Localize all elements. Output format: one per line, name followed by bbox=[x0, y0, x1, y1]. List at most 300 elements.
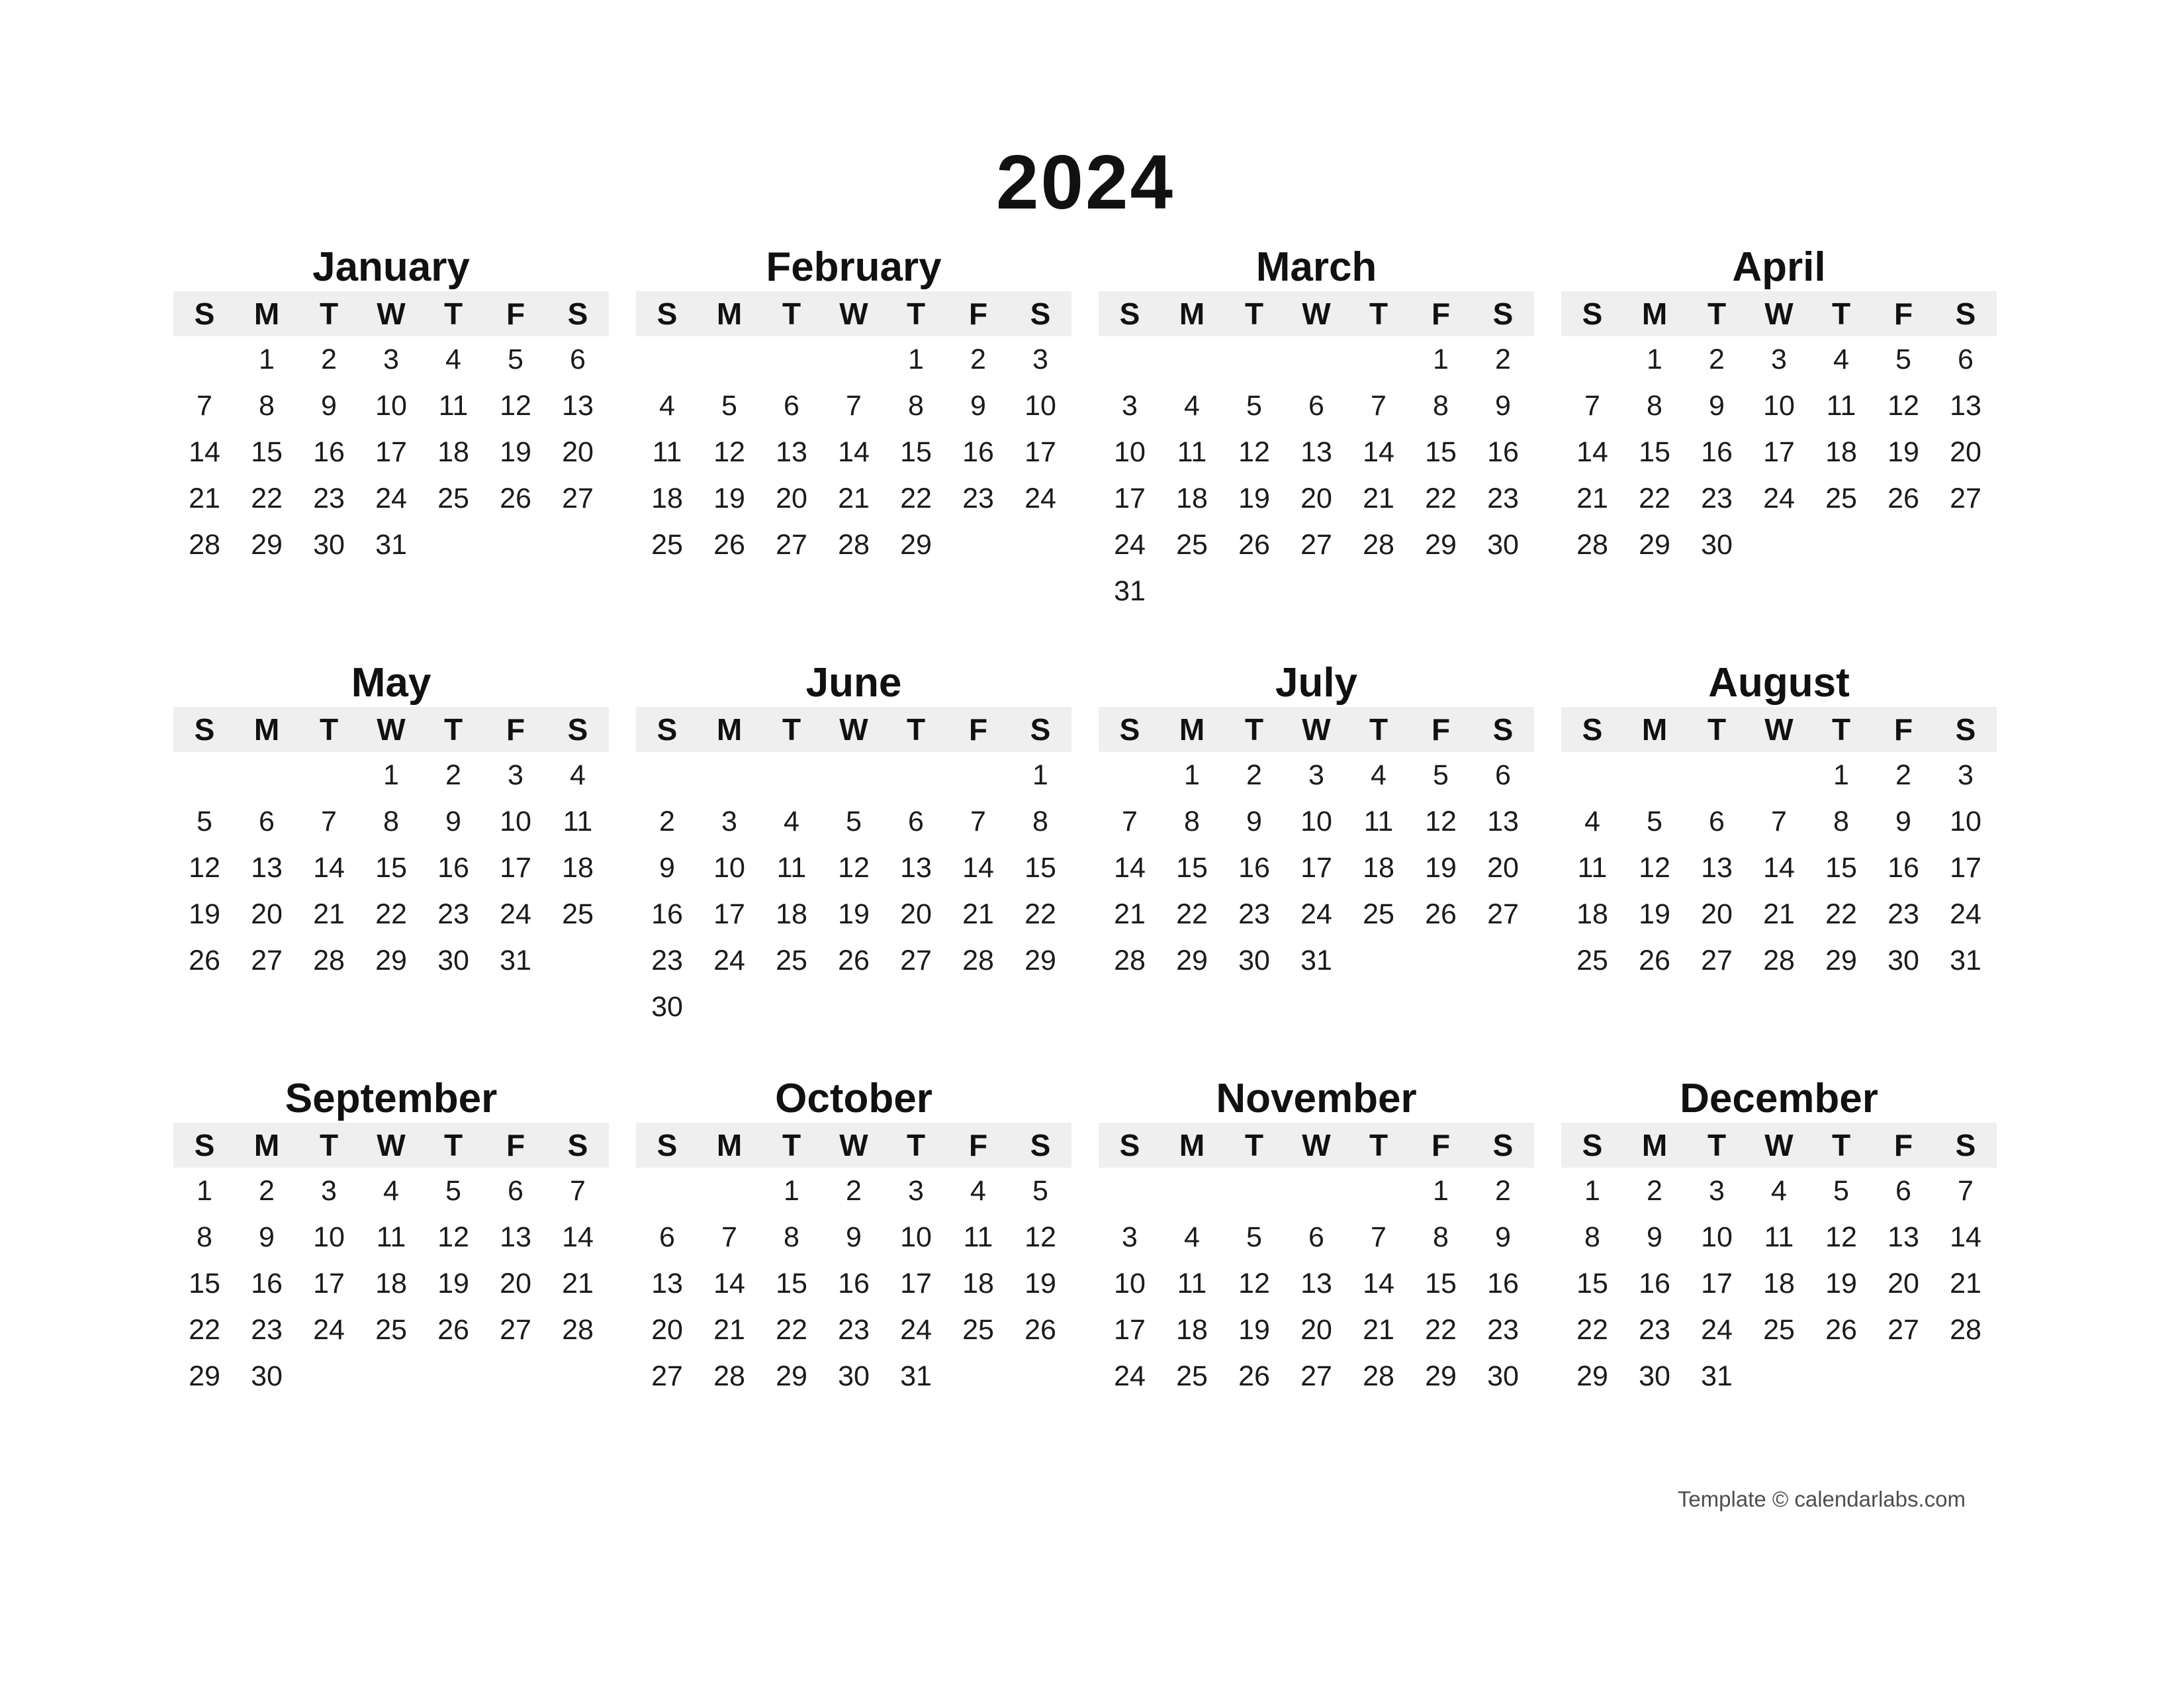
weekday-header: T bbox=[782, 712, 801, 747]
empty-day-cell bbox=[1223, 1168, 1285, 1214]
day-cell: 23 bbox=[651, 944, 683, 976]
day-cell: 6 bbox=[908, 805, 924, 837]
day-cell: 17 bbox=[1114, 482, 1146, 514]
weekday-header: W bbox=[839, 712, 868, 747]
day-cell: 4 bbox=[784, 805, 799, 837]
empty-day-cell bbox=[823, 984, 885, 1030]
weekday-header: M bbox=[1179, 1128, 1205, 1162]
day-cell: 30 bbox=[1639, 1360, 1670, 1392]
day-cell: 12 bbox=[500, 389, 531, 422]
weekday-header: S bbox=[1955, 297, 1976, 331]
month-table bbox=[1561, 1123, 1997, 1399]
day-cell: 22 bbox=[900, 482, 932, 514]
day-cell: 2 bbox=[1246, 759, 1262, 791]
day-cell: 1 bbox=[784, 1174, 799, 1207]
day-cell: 22 bbox=[1024, 898, 1056, 930]
day-cell: 15 bbox=[189, 1267, 220, 1299]
day-cell: 13 bbox=[251, 851, 283, 884]
day-cell: 25 bbox=[651, 528, 683, 561]
week-row bbox=[1561, 937, 1997, 984]
weekday-header-row bbox=[1561, 1123, 1997, 1168]
day-cell: 8 bbox=[1647, 389, 1662, 422]
day-cell: 11 bbox=[438, 389, 469, 422]
day-cell: 25 bbox=[1825, 482, 1857, 514]
day-cell: 8 bbox=[1833, 805, 1849, 837]
day-cell: 30 bbox=[838, 1360, 870, 1392]
day-cell: 28 bbox=[562, 1313, 594, 1346]
week-row bbox=[636, 798, 1071, 845]
day-cell: 17 bbox=[713, 898, 745, 930]
empty-day-cell bbox=[1161, 568, 1223, 614]
day-cell: 6 bbox=[1308, 1221, 1324, 1253]
day-cell: 21 bbox=[1363, 1313, 1394, 1346]
footer-credit: Template © calendarlabs.com bbox=[1677, 1487, 1966, 1511]
day-cell: 11 bbox=[652, 436, 682, 468]
day-cell: 8 bbox=[197, 1221, 212, 1253]
week-row bbox=[1561, 1260, 1997, 1307]
week-row bbox=[173, 937, 609, 984]
empty-day-cell bbox=[698, 1168, 760, 1214]
day-cell: 25 bbox=[562, 898, 594, 930]
day-cell: 29 bbox=[900, 528, 932, 561]
day-cell: 5 bbox=[1433, 759, 1449, 791]
day-cell: 1 bbox=[197, 1174, 212, 1207]
day-cell: 19 bbox=[1425, 851, 1457, 884]
empty-day-cell bbox=[422, 1353, 484, 1399]
week-row bbox=[1561, 1214, 1997, 1260]
day-cell: 27 bbox=[562, 482, 594, 514]
month-title: August bbox=[1708, 660, 1850, 706]
month-table bbox=[173, 291, 609, 568]
day-cell: 9 bbox=[1495, 1221, 1511, 1253]
day-cell: 14 bbox=[962, 851, 994, 884]
weekday-header: T bbox=[443, 297, 463, 331]
day-cell: 9 bbox=[321, 389, 337, 422]
week-row bbox=[1561, 845, 1997, 891]
day-cell: 23 bbox=[1487, 1313, 1519, 1346]
day-cell: 20 bbox=[1300, 1313, 1332, 1346]
day-cell: 23 bbox=[838, 1313, 870, 1346]
day-cell: 27 bbox=[251, 944, 283, 976]
day-cell: 2 bbox=[1895, 759, 1911, 791]
empty-day-cell bbox=[298, 1353, 360, 1399]
day-cell: 30 bbox=[1487, 1360, 1519, 1392]
weekday-header: T bbox=[1244, 1128, 1264, 1162]
day-cell: 11 bbox=[963, 1221, 993, 1253]
day-cell: 31 bbox=[900, 1360, 932, 1392]
day-cell: 27 bbox=[1300, 528, 1332, 561]
day-cell: 7 bbox=[197, 389, 212, 422]
empty-day-cell bbox=[1472, 937, 1534, 984]
week-row bbox=[636, 1168, 1071, 1214]
day-cell: 5 bbox=[846, 805, 862, 837]
day-cell: 3 bbox=[508, 759, 523, 791]
day-cell: 8 bbox=[1433, 389, 1449, 422]
day-cell: 12 bbox=[1024, 1221, 1056, 1253]
day-cell: 13 bbox=[651, 1267, 683, 1299]
day-cell: 21 bbox=[1576, 482, 1608, 514]
day-cell: 15 bbox=[1576, 1267, 1608, 1299]
weekday-header: W bbox=[839, 297, 868, 331]
day-cell: 9 bbox=[1895, 805, 1911, 837]
day-cell: 26 bbox=[1024, 1313, 1056, 1346]
week-row bbox=[1099, 1168, 1534, 1214]
day-cell: 19 bbox=[1888, 436, 1919, 468]
day-cell: 6 bbox=[1308, 389, 1324, 422]
weekday-header: S bbox=[1119, 712, 1140, 747]
month-table bbox=[1099, 291, 1534, 614]
empty-day-cell bbox=[1810, 1353, 1872, 1399]
day-cell: 11 bbox=[1764, 1221, 1794, 1253]
month-table bbox=[636, 707, 1071, 1030]
day-cell: 11 bbox=[1363, 805, 1394, 837]
day-cell: 19 bbox=[1024, 1267, 1056, 1299]
week-row bbox=[1099, 937, 1534, 984]
day-cell: 5 bbox=[1246, 1221, 1262, 1253]
day-cell: 3 bbox=[321, 1174, 337, 1207]
day-cell: 27 bbox=[1888, 1313, 1919, 1346]
day-cell: 19 bbox=[1238, 1313, 1270, 1346]
day-cell: 17 bbox=[1114, 1313, 1146, 1346]
day-cell: 6 bbox=[259, 805, 275, 837]
day-cell: 13 bbox=[1300, 1267, 1332, 1299]
weekday-header: S bbox=[657, 712, 678, 747]
month-weeks bbox=[636, 1168, 1071, 1399]
week-row bbox=[173, 752, 609, 798]
day-cell: 5 bbox=[1246, 389, 1262, 422]
month-block bbox=[636, 1075, 1071, 1399]
empty-day-cell bbox=[1347, 568, 1410, 614]
day-cell: 7 bbox=[721, 1221, 737, 1253]
day-cell: 16 bbox=[1238, 851, 1270, 884]
day-cell: 15 bbox=[1425, 436, 1457, 468]
day-cell: 13 bbox=[1300, 436, 1332, 468]
empty-day-cell bbox=[173, 752, 236, 798]
day-cell: 28 bbox=[189, 528, 220, 561]
day-cell: 4 bbox=[659, 389, 675, 422]
weekday-header: T bbox=[443, 1128, 463, 1162]
month-weeks bbox=[173, 1168, 609, 1399]
day-cell: 15 bbox=[375, 851, 407, 884]
weekday-header: T bbox=[906, 297, 926, 331]
week-row bbox=[636, 336, 1071, 383]
empty-day-cell bbox=[636, 752, 698, 798]
month-weeks bbox=[1099, 752, 1534, 984]
day-cell: 12 bbox=[437, 1221, 469, 1253]
day-cell: 14 bbox=[313, 851, 345, 884]
week-row bbox=[636, 1307, 1071, 1353]
month-block bbox=[1561, 659, 1997, 984]
day-cell: 1 bbox=[1433, 343, 1449, 375]
empty-day-cell bbox=[1748, 1353, 1810, 1399]
day-cell: 29 bbox=[1825, 944, 1857, 976]
day-cell: 19 bbox=[437, 1267, 469, 1299]
empty-day-cell bbox=[547, 1353, 609, 1399]
week-row bbox=[1099, 1214, 1534, 1260]
month-title: July bbox=[1275, 660, 1358, 706]
weekday-header-row bbox=[1561, 291, 1997, 336]
day-cell: 2 bbox=[846, 1174, 862, 1207]
month-weeks bbox=[173, 752, 609, 984]
day-cell: 9 bbox=[970, 389, 986, 422]
day-cell: 11 bbox=[1177, 436, 1207, 468]
week-row bbox=[636, 1214, 1071, 1260]
day-cell: 14 bbox=[1763, 851, 1795, 884]
day-cell: 16 bbox=[437, 851, 469, 884]
week-row bbox=[636, 752, 1071, 798]
weekday-header: S bbox=[1492, 1128, 1514, 1162]
month-weeks bbox=[1099, 336, 1534, 614]
day-cell: 22 bbox=[1639, 482, 1670, 514]
empty-day-cell bbox=[1009, 984, 1071, 1030]
day-cell: 26 bbox=[1238, 528, 1270, 561]
day-cell: 28 bbox=[838, 528, 870, 561]
month-title: September bbox=[285, 1076, 498, 1121]
weekday-header: S bbox=[1030, 297, 1051, 331]
month-block bbox=[173, 1075, 609, 1399]
weekday-header: T bbox=[319, 1128, 339, 1162]
empty-day-cell bbox=[484, 522, 547, 568]
day-cell: 27 bbox=[1487, 898, 1519, 930]
day-cell: 9 bbox=[846, 1221, 862, 1253]
day-cell: 21 bbox=[1950, 1267, 1981, 1299]
empty-day-cell bbox=[1161, 336, 1223, 383]
empty-day-cell bbox=[1472, 568, 1534, 614]
weekday-header-row bbox=[636, 707, 1071, 752]
day-cell: 13 bbox=[500, 1221, 531, 1253]
weekday-header: F bbox=[1431, 297, 1451, 331]
day-cell: 26 bbox=[1639, 944, 1670, 976]
week-row bbox=[636, 429, 1071, 475]
day-cell: 24 bbox=[1950, 898, 1981, 930]
month-title: May bbox=[351, 660, 432, 706]
month-weeks bbox=[1561, 336, 1997, 568]
day-cell: 14 bbox=[1363, 1267, 1394, 1299]
day-cell: 28 bbox=[1950, 1313, 1981, 1346]
day-cell: 21 bbox=[189, 482, 220, 514]
day-cell: 11 bbox=[1577, 851, 1608, 884]
week-row bbox=[173, 1168, 609, 1214]
day-cell: 22 bbox=[1825, 898, 1857, 930]
day-cell: 16 bbox=[1487, 1267, 1519, 1299]
empty-day-cell bbox=[760, 336, 823, 383]
week-row bbox=[1099, 522, 1534, 568]
day-cell: 26 bbox=[838, 944, 870, 976]
weekday-header: S bbox=[1030, 1128, 1051, 1162]
week-row bbox=[1099, 1260, 1534, 1307]
day-cell: 24 bbox=[1300, 898, 1332, 930]
day-cell: 18 bbox=[1176, 1313, 1208, 1346]
day-cell: 6 bbox=[1895, 1174, 1911, 1207]
weekday-header: S bbox=[567, 712, 588, 747]
month-block bbox=[1561, 244, 1997, 568]
day-cell: 18 bbox=[1176, 482, 1208, 514]
weekday-header: S bbox=[1582, 1128, 1603, 1162]
day-cell: 1 bbox=[908, 343, 924, 375]
day-cell: 7 bbox=[970, 805, 986, 837]
day-cell: 16 bbox=[838, 1267, 870, 1299]
empty-day-cell bbox=[1748, 752, 1810, 798]
day-cell: 28 bbox=[1363, 1360, 1394, 1392]
day-cell: 10 bbox=[375, 389, 407, 422]
weekday-header: W bbox=[1302, 297, 1331, 331]
day-cell: 3 bbox=[721, 805, 737, 837]
day-cell: 8 bbox=[383, 805, 399, 837]
week-row bbox=[1561, 429, 1997, 475]
week-row bbox=[1561, 475, 1997, 522]
week-row bbox=[173, 891, 609, 937]
day-cell: 5 bbox=[445, 1174, 461, 1207]
day-cell: 13 bbox=[1950, 389, 1981, 422]
day-cell: 8 bbox=[908, 389, 924, 422]
weekday-header: F bbox=[1431, 1128, 1451, 1162]
weekday-header: S bbox=[1030, 712, 1051, 747]
day-cell: 27 bbox=[1300, 1360, 1332, 1392]
week-row bbox=[636, 845, 1071, 891]
weekday-header: T bbox=[443, 712, 463, 747]
day-cell: 1 bbox=[1584, 1174, 1600, 1207]
day-cell: 6 bbox=[784, 389, 799, 422]
empty-day-cell bbox=[298, 752, 360, 798]
day-cell: 29 bbox=[1024, 944, 1056, 976]
day-cell: 23 bbox=[962, 482, 994, 514]
weekday-header: T bbox=[1707, 1128, 1727, 1162]
day-cell: 29 bbox=[776, 1360, 807, 1392]
day-cell: 20 bbox=[500, 1267, 531, 1299]
day-cell: 29 bbox=[1176, 944, 1208, 976]
day-cell: 4 bbox=[445, 343, 461, 375]
empty-day-cell bbox=[1009, 1353, 1071, 1399]
day-cell: 29 bbox=[189, 1360, 220, 1392]
day-cell: 1 bbox=[383, 759, 399, 791]
day-cell: 16 bbox=[1639, 1267, 1670, 1299]
weekday-header: T bbox=[1707, 712, 1727, 747]
empty-day-cell bbox=[1934, 522, 1997, 568]
day-cell: 30 bbox=[1487, 528, 1519, 561]
day-cell: 4 bbox=[1584, 805, 1600, 837]
day-cell: 20 bbox=[900, 898, 932, 930]
empty-day-cell bbox=[422, 522, 484, 568]
day-cell: 19 bbox=[713, 482, 745, 514]
day-cell: 25 bbox=[375, 1313, 407, 1346]
day-cell: 5 bbox=[1833, 1174, 1849, 1207]
month-title: December bbox=[1680, 1076, 1878, 1121]
day-cell: 22 bbox=[1576, 1313, 1608, 1346]
week-row bbox=[636, 522, 1071, 568]
month-weeks bbox=[636, 752, 1071, 1030]
weekday-header: T bbox=[1369, 712, 1388, 747]
empty-day-cell bbox=[1347, 937, 1410, 984]
day-cell: 12 bbox=[1238, 436, 1270, 468]
day-cell: 16 bbox=[962, 436, 994, 468]
empty-day-cell bbox=[1223, 336, 1285, 383]
day-cell: 12 bbox=[713, 436, 745, 468]
day-cell: 4 bbox=[970, 1174, 986, 1207]
day-cell: 10 bbox=[313, 1221, 345, 1253]
day-cell: 18 bbox=[437, 436, 469, 468]
month-block bbox=[1099, 1075, 1534, 1399]
day-cell: 1 bbox=[259, 343, 275, 375]
day-cell: 15 bbox=[251, 436, 283, 468]
day-cell: 15 bbox=[1639, 436, 1670, 468]
day-cell: 13 bbox=[562, 389, 594, 422]
empty-day-cell bbox=[1347, 1168, 1410, 1214]
weekday-header: T bbox=[1707, 297, 1727, 331]
empty-day-cell bbox=[1686, 752, 1748, 798]
month-title: October bbox=[775, 1076, 933, 1121]
week-row bbox=[1561, 336, 1997, 383]
day-cell: 29 bbox=[1639, 528, 1670, 561]
month-table bbox=[636, 291, 1071, 568]
week-row bbox=[636, 383, 1071, 429]
day-cell: 4 bbox=[1771, 1174, 1787, 1207]
day-cell: 3 bbox=[1308, 759, 1324, 791]
day-cell: 1 bbox=[1833, 759, 1849, 791]
weekday-header: T bbox=[1369, 1128, 1388, 1162]
month-title: November bbox=[1216, 1076, 1417, 1121]
weekday-header: F bbox=[1893, 297, 1913, 331]
week-row bbox=[636, 984, 1071, 1030]
empty-day-cell bbox=[1934, 1353, 1997, 1399]
month-weeks bbox=[1561, 1168, 1997, 1399]
empty-day-cell bbox=[484, 1353, 547, 1399]
weekday-header-row bbox=[173, 1123, 609, 1168]
day-cell: 8 bbox=[1032, 805, 1048, 837]
week-row bbox=[1099, 1353, 1534, 1399]
day-cell: 6 bbox=[1709, 805, 1725, 837]
day-cell: 31 bbox=[1701, 1360, 1733, 1392]
empty-day-cell bbox=[360, 1353, 422, 1399]
weekday-header: F bbox=[506, 712, 525, 747]
day-cell: 28 bbox=[1763, 944, 1795, 976]
week-row bbox=[173, 383, 609, 429]
empty-day-cell bbox=[236, 752, 298, 798]
day-cell: 29 bbox=[1425, 1360, 1457, 1392]
day-cell: 15 bbox=[900, 436, 932, 468]
week-row bbox=[1561, 1307, 1997, 1353]
weekday-header: W bbox=[377, 712, 406, 747]
empty-day-cell bbox=[760, 984, 823, 1030]
week-row bbox=[173, 429, 609, 475]
day-cell: 20 bbox=[1888, 1267, 1919, 1299]
day-cell: 12 bbox=[1825, 1221, 1857, 1253]
month-table bbox=[636, 1123, 1071, 1399]
weekday-header: W bbox=[1302, 712, 1331, 747]
day-cell: 7 bbox=[1958, 1174, 1974, 1207]
weekday-header: S bbox=[1119, 1128, 1140, 1162]
day-cell: 8 bbox=[784, 1221, 799, 1253]
empty-day-cell bbox=[1410, 568, 1472, 614]
day-cell: 24 bbox=[713, 944, 745, 976]
day-cell: 28 bbox=[1114, 944, 1146, 976]
empty-day-cell bbox=[547, 522, 609, 568]
day-cell: 29 bbox=[1576, 1360, 1608, 1392]
day-cell: 15 bbox=[1024, 851, 1056, 884]
day-cell: 18 bbox=[962, 1267, 994, 1299]
weekday-header: T bbox=[906, 712, 926, 747]
day-cell: 26 bbox=[437, 1313, 469, 1346]
day-cell: 24 bbox=[1114, 1360, 1146, 1392]
empty-day-cell bbox=[698, 336, 760, 383]
weekday-header: T bbox=[782, 297, 801, 331]
week-row bbox=[1099, 845, 1534, 891]
weekday-header: W bbox=[377, 1128, 406, 1162]
day-cell: 17 bbox=[500, 851, 531, 884]
day-cell: 18 bbox=[1825, 436, 1857, 468]
weekday-header: S bbox=[567, 1128, 588, 1162]
day-cell: 11 bbox=[1177, 1267, 1207, 1299]
day-cell: 30 bbox=[1701, 528, 1733, 561]
